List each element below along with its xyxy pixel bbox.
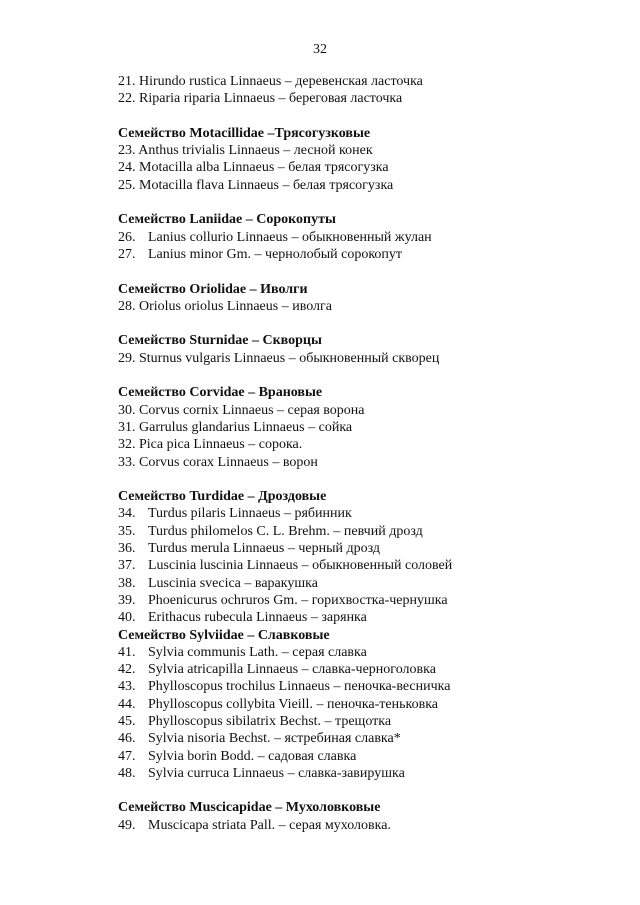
- spacer: [118, 471, 618, 488]
- species-item: [118, 609, 618, 626]
- spacer: [118, 315, 618, 332]
- species-item: [118, 765, 618, 782]
- species-name: Motacilla flava Linnaeus – белая трясогузка: [139, 177, 394, 193]
- species-item: [118, 696, 618, 713]
- species-name: Phylloscopus collybita Vieill. – пеночка-теньковка: [148, 696, 439, 712]
- species-number: 31.: [118, 419, 136, 435]
- species-name: Garrulus glandarius Linnaeus – сойка: [139, 419, 353, 435]
- spacer: [118, 194, 618, 211]
- species-item: [118, 540, 618, 557]
- species-item: [118, 73, 618, 90]
- species-number: 24.: [118, 160, 136, 176]
- species-item: [118, 436, 618, 453]
- family-heading: Семейство Corvidae – Врановые: [118, 385, 323, 401]
- species-name: Phylloscopus sibilatrix Bechst. – трещотка: [148, 713, 392, 729]
- species-name: Phylloscopus trochilus Linnaeus – пеночка-весничка: [148, 679, 451, 695]
- species-name: Luscinia svecica – варакушка: [148, 575, 318, 591]
- species-item: [118, 505, 618, 522]
- spacer: [118, 782, 618, 799]
- species-number: 38.: [118, 575, 136, 591]
- species-name: Corvus cornix Linnaeus – серая ворона: [139, 402, 365, 418]
- species-name: Motacilla alba Linnaeus – белая трясогузка: [139, 160, 389, 176]
- species-number: 32.: [118, 437, 136, 453]
- species-name: Erithacus rubecula Linnaeus – зарянка: [148, 610, 367, 626]
- species-item: [118, 592, 618, 609]
- species-name: Turdus philomelos C. L. Brehm. – певчий дрозд: [148, 523, 423, 539]
- species-number: 37.: [118, 558, 136, 574]
- species-item: [118, 90, 618, 107]
- species-item: [118, 177, 618, 194]
- species-number: 45.: [118, 713, 136, 729]
- species-item: [118, 402, 618, 419]
- species-item: [118, 159, 618, 176]
- species-number: 22.: [118, 91, 136, 107]
- species-number: 46.: [118, 731, 136, 747]
- species-item: [118, 713, 618, 730]
- species-name: Hirundo rustica Linnaeus – деревенская ласточка: [139, 74, 423, 89]
- species-item: [118, 246, 618, 263]
- species-name: Muscicapa striata Pall. – серая мухоловка.: [148, 817, 391, 833]
- species-number: 49.: [118, 817, 136, 833]
- family-heading: Семейство Sylviidae – Славковые: [118, 627, 330, 643]
- species-item: [118, 748, 618, 765]
- species-number: 29.: [118, 350, 136, 366]
- species-name: Luscinia luscinia Linnaeus – обыкновенный соловей: [148, 558, 453, 574]
- species-number: 25.: [118, 177, 136, 193]
- species-item: [118, 350, 618, 367]
- spacer: [118, 367, 618, 384]
- species-item: [118, 678, 618, 695]
- species-number: 48.: [118, 765, 136, 781]
- species-name: Sylvia communis Lath. – серая славка: [148, 644, 367, 660]
- species-name: Lanius minor Gm. – чернолобый сорокопут: [148, 246, 403, 262]
- family-heading: Семейство Laniidae – Сорокопуты: [118, 212, 336, 228]
- species-number: 36.: [118, 541, 136, 557]
- species-number: 30.: [118, 402, 136, 418]
- family-heading: Семейство Turdidae – Дроздовые: [118, 489, 327, 505]
- species-item: [118, 575, 618, 592]
- species-name: Anthus trivialis Linnaeus – лесной конек: [138, 143, 373, 159]
- family-heading: Семейство Muscicapidae – Мухоловковые: [118, 800, 381, 816]
- species-item: [118, 229, 618, 246]
- family-heading: Семейство Oriolidae – Иволги: [118, 281, 308, 297]
- species-number: 34.: [118, 506, 136, 522]
- species-number: 44.: [118, 696, 136, 712]
- species-list: [118, 73, 618, 834]
- species-name: Turdus merula Linnaeus – черный дрозд: [148, 541, 381, 557]
- spacer: [118, 108, 618, 125]
- family-heading: Семейство Motacillidae –Трясогузковые: [118, 125, 371, 141]
- species-name: Sylvia curruca Linnaeus – славка-завирушка: [148, 765, 405, 781]
- species-number: 21.: [118, 74, 136, 89]
- species-item: [118, 298, 618, 315]
- species-number: 28.: [118, 298, 136, 314]
- species-name: Sylvia atricapilla Linnaeus – славка-черноголовка: [148, 662, 436, 678]
- species-item: [118, 661, 618, 678]
- species-number: 43.: [118, 679, 136, 695]
- species-name: Pica pica Linnaeus – сорока.: [139, 437, 303, 453]
- species-name: Sylvia nisoria Bechst. – ястребиная славка*: [148, 731, 401, 747]
- family-heading: Семейство Sturnidae – Скворцы: [118, 333, 322, 349]
- species-item: [118, 454, 618, 471]
- species-item: [118, 644, 618, 661]
- species-number: 40.: [118, 610, 136, 626]
- spacer: [118, 263, 618, 280]
- species-item: [118, 557, 618, 574]
- species-name: Riparia riparia Linnaeus – береговая ласточка: [139, 91, 403, 107]
- species-item: [118, 730, 618, 747]
- species-name: Oriolus oriolus Linnaeus – иволга: [139, 298, 332, 314]
- page-number: 32: [313, 42, 327, 57]
- species-number: 33.: [118, 454, 136, 470]
- species-number: 35.: [118, 523, 136, 539]
- species-item: [118, 817, 618, 834]
- species-name: Phoenicurus ochruros Gm. – горихвостка-чернушка: [148, 592, 448, 608]
- species-number: 47.: [118, 748, 136, 764]
- species-name: Lanius collurio Linnaeus – обыкновенный жулан: [148, 229, 432, 245]
- species-item: [118, 419, 618, 436]
- species-number: 26.: [118, 229, 136, 245]
- species-item: [118, 523, 618, 540]
- species-name: Sturnus vulgaris Linnaeus – обыкновенный скворец: [139, 350, 440, 366]
- species-number: 39.: [118, 592, 136, 608]
- species-name: Turdus pilaris Linnaeus – рябинник: [148, 506, 352, 522]
- species-name: Corvus corax Linnaeus – ворон: [139, 454, 318, 470]
- species-number: 23.: [118, 143, 136, 159]
- species-item: [118, 142, 618, 159]
- species-number: 42.: [118, 662, 136, 678]
- species-number: 41.: [118, 644, 136, 660]
- species-name: Sylvia borin Bodd. – садовая славка: [148, 748, 357, 764]
- species-number: 27.: [118, 246, 136, 262]
